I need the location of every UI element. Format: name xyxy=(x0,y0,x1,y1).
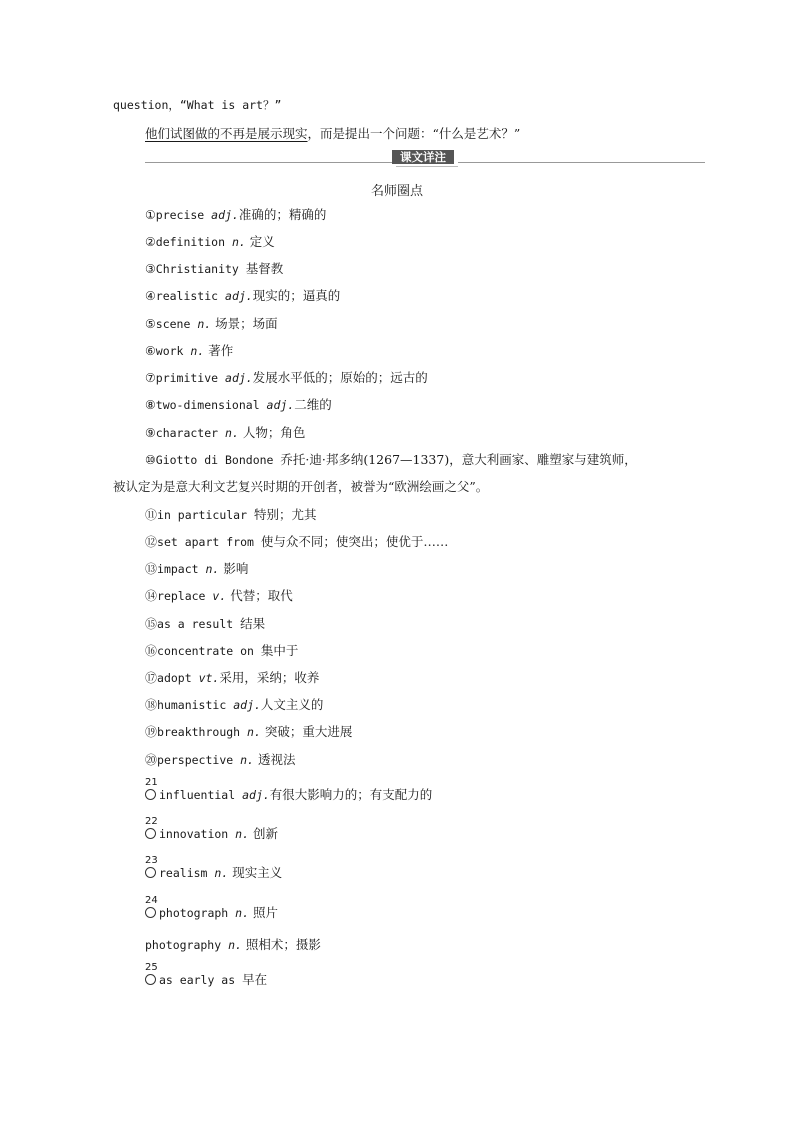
intro-english-line: question，“What is art？” xyxy=(113,98,282,112)
vocab-item: ⑱humanistic adj.人文主义的 xyxy=(145,697,324,712)
section-subtitle: 名师圈点 xyxy=(370,184,423,199)
vocab-item: ②definition n. 定义 xyxy=(145,234,275,249)
intro-chinese-rest: ，而是提出一个问题：“什么是艺术？” xyxy=(307,126,521,141)
section-tab xyxy=(392,150,458,166)
vocab-item: ⑫set apart from 使与众不同；使突出；使优于…… xyxy=(145,534,449,549)
vocab-item: ④realistic adj.现实的；逼真的 xyxy=(145,288,341,303)
vocab-item: ⑦primitive adj.发展水平低的；原始的；远古的 xyxy=(145,370,428,385)
vocab-item: ③Christianity 基督教 xyxy=(145,261,284,276)
circled-number: 23 xyxy=(145,864,159,878)
vocab-item: ⑪in particular 特别；尤其 xyxy=(145,507,317,522)
vocab-item: photography n. 照相术；摄影 xyxy=(145,937,321,952)
vocab-item: ⑮as a result 结果 xyxy=(145,616,266,631)
circled-number: 24 xyxy=(145,904,159,918)
intro-chinese-line xyxy=(145,124,520,142)
circled-number: 25 xyxy=(145,971,159,985)
vocab-item: 21 influential adj.有很大影响力的；有支配力的 xyxy=(145,777,433,802)
vocab-item: 24 photograph n. 照片 xyxy=(145,895,279,920)
vocab-item: ⑥work n. 著作 xyxy=(145,343,234,358)
vocab-item: ①precise adj.准确的；精确的 xyxy=(145,207,327,222)
vocab-item: 25 as early as 早在 xyxy=(145,962,268,987)
vocab-item: ⑲breakthrough n. 突破；重大进展 xyxy=(145,724,353,739)
vocab-item: 23 realism n. 现实主义 xyxy=(145,855,283,880)
circled-number: 22 xyxy=(145,825,159,839)
vocab-item-continuation: 被认定为是意大利文艺复兴时期的开创者，被誉为“欧洲绘画之父”。 xyxy=(113,479,489,494)
vocab-item: ⑳perspective n. 透视法 xyxy=(145,752,296,767)
vocab-item: ⑬impact n. 影响 xyxy=(145,561,249,576)
vocab-item: ⑧two-dimensional adj.二维的 xyxy=(145,397,332,412)
vocab-item: ⑨character n. 人物；角色 xyxy=(145,425,306,440)
vocab-item: ⑩Giotto di Bondone 乔托·迪·邦多纳(1267—1337)，意大利画家、雕塑家与建筑师， xyxy=(145,452,637,467)
vocab-item: ⑰adopt vt.采用，采纳；收养 xyxy=(145,670,320,685)
section-tab-label: 课文详注 xyxy=(392,150,454,164)
vocab-item: 22 innovation n. 创新 xyxy=(145,816,279,841)
circled-number: 21 xyxy=(145,786,159,800)
vocab-item: ⑭replace v. 代替；取代 xyxy=(145,588,293,603)
intro-underlined-text: 他们试图做的不再是展示现实 xyxy=(145,126,308,141)
vocab-item: ⑯concentrate on 集中于 xyxy=(145,643,299,658)
vocab-item: ⑤scene n. 场景；场面 xyxy=(145,316,278,331)
